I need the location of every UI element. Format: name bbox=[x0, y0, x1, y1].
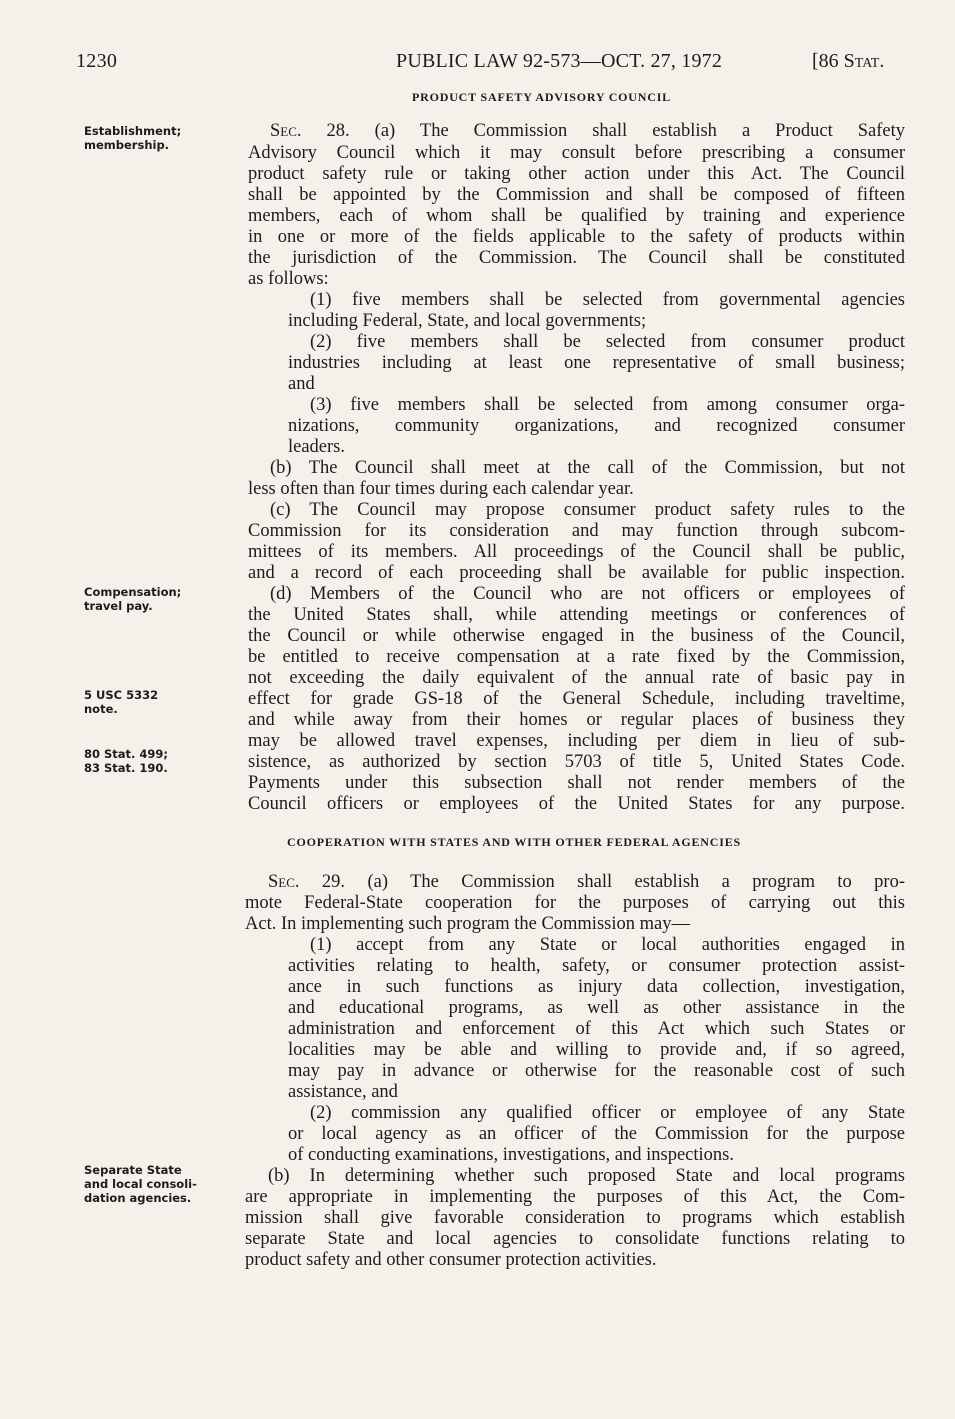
text-line: are appropriate in implementing the purposes of this Act, the Com- bbox=[245, 1187, 905, 1207]
text-line: leaders. bbox=[288, 437, 346, 457]
text-line: members, each of whom shall be qualified by training and experience bbox=[248, 206, 905, 226]
text-line: effect for grade GS-18 of the General Schedule, including traveltime, bbox=[248, 689, 905, 709]
text-line: administration and enforcement of this Act which such States or bbox=[288, 1019, 905, 1039]
text-line: (2) commission any qualified officer or employee of any State bbox=[310, 1103, 905, 1123]
margin-note-line: 80 Stat. 499; bbox=[84, 747, 169, 761]
text-line: (c) The Council may propose consumer product safety rules to the bbox=[270, 500, 905, 520]
text-line: the jurisdiction of the Commission. The Council shall be constituted bbox=[248, 248, 905, 268]
margin-note bbox=[84, 124, 234, 152]
text-line: (b) The Council shall meet at the call of the Commission, but not bbox=[270, 458, 905, 478]
text-line: localities may be able and willing to provide and, if so agreed, bbox=[288, 1040, 905, 1060]
margin-note-line: 5 USC 5332 bbox=[84, 688, 159, 702]
margin-note-line: Establishment; bbox=[84, 124, 182, 138]
margin-note-line: membership. bbox=[84, 138, 170, 152]
text-line: Commission for its consideration and may function through subcom- bbox=[248, 521, 905, 541]
margin-note bbox=[84, 688, 234, 716]
text-line: (b) In determining whether such proposed State and local programs bbox=[268, 1166, 905, 1186]
margin-note-line: 83 Stat. 190. bbox=[84, 761, 168, 775]
text-line: Council officers or employees of the United States for any purpose. bbox=[248, 794, 905, 814]
margin-note bbox=[84, 1163, 234, 1205]
text-line: Payments under this subsection shall not render members of the bbox=[248, 773, 905, 793]
margin-note-line: travel pay. bbox=[84, 599, 153, 613]
section-heading: COOPERATION WITH STATES AND WITH OTHER FEDERAL AGENCIES bbox=[287, 835, 741, 849]
text-line: product safety and other consumer protection activities. bbox=[245, 1250, 657, 1270]
text-line: and while away from their homes or regular places of business they bbox=[248, 710, 905, 730]
page-number: 1230 bbox=[76, 50, 118, 72]
text-line: Sec. 28. (a) The Commission shall establish a Product Safety bbox=[270, 121, 905, 141]
text-line: and a record of each proceeding shall be available for public inspection. bbox=[248, 563, 905, 583]
text-line: ance in such functions as injury data collection, investigation, bbox=[288, 977, 905, 997]
text-line: may pay in advance or otherwise for the reasonable cost of such bbox=[288, 1061, 905, 1081]
text-line: assistance, and bbox=[288, 1082, 398, 1102]
text-line: may be allowed travel expenses, including per diem in lieu of sub- bbox=[248, 731, 905, 751]
text-line: Sec. 29. (a) The Commission shall establish a program to pro- bbox=[268, 872, 905, 892]
text-line: mission shall give favorable consideration to programs which establish bbox=[245, 1208, 905, 1228]
text-line: (1) accept from any State or local authorities engaged in bbox=[310, 935, 905, 955]
margin-note bbox=[84, 747, 234, 775]
margin-note-line: dation agencies. bbox=[84, 1191, 192, 1205]
text-line: less often than four times during each calendar year. bbox=[248, 479, 634, 499]
text-line: be entitled to receive compensation at a rate fixed by the Commission, bbox=[248, 647, 905, 667]
text-line: shall be appointed by the Commission and shall be composed of fifteen bbox=[248, 185, 905, 205]
text-line: (d) Members of the Council who are not officers or employees of bbox=[270, 584, 905, 604]
text-line: nizations, community organizations, and recognized consumer bbox=[288, 416, 905, 436]
page-header bbox=[0, 50, 955, 80]
statute-volume: [86 Stat. bbox=[812, 50, 885, 72]
text-line: and educational programs, as well as other assistance in the bbox=[288, 998, 905, 1018]
text-line: activities relating to health, safety, or consumer protection assist- bbox=[288, 956, 905, 976]
text-line: the United States shall, while attending meetings or conferences of bbox=[248, 605, 905, 625]
text-line: (3) five members shall be selected from among consumer orga- bbox=[310, 395, 905, 415]
margin-note-line: Compensation; bbox=[84, 585, 182, 599]
text-line: the Council or while otherwise engaged in the business of the Council, bbox=[248, 626, 905, 646]
text-line: (2) five members shall be selected from consumer product bbox=[310, 332, 905, 352]
text-line: in one or more of the fields applicable to the safety of products within bbox=[248, 227, 905, 247]
text-line: product safety rule or taking other action under this Act. The Council bbox=[248, 164, 905, 184]
section-heading: PRODUCT SAFETY ADVISORY COUNCIL bbox=[412, 90, 671, 104]
text-line: and bbox=[288, 374, 315, 394]
text-line: not exceeding the daily equivalent of the annual rate of basic pay in bbox=[248, 668, 905, 688]
text-line: including Federal, State, and local governments; bbox=[288, 311, 647, 331]
text-line: (1) five members shall be selected from governmental agencies bbox=[310, 290, 905, 310]
margin-note-line: note. bbox=[84, 702, 118, 716]
text-line: Act. In implementing such program the Commission may— bbox=[245, 914, 690, 934]
text-line: Advisory Council which it may consult before prescribing a consumer bbox=[248, 143, 905, 163]
text-line: industries including at least one representative of small business; bbox=[288, 353, 905, 373]
margin-note-line: Separate State bbox=[84, 1163, 182, 1177]
text-line: mote Federal-State cooperation for the purposes of carrying out this bbox=[245, 893, 905, 913]
text-line: of conducting examinations, investigations, and inspections. bbox=[288, 1145, 734, 1165]
text-line: mittees of its members. All proceedings of the Council shall be public, bbox=[248, 542, 905, 562]
running-title: PUBLIC LAW 92-573—OCT. 27, 1972 bbox=[396, 50, 723, 72]
margin-note bbox=[84, 585, 234, 613]
text-line: separate State and local agencies to consolidate functions relating to bbox=[245, 1229, 905, 1249]
text-line: as follows: bbox=[248, 269, 329, 289]
text-line: sistence, as authorized by section 5703 of title 5, United States Code. bbox=[248, 752, 905, 772]
text-line: or local agency as an officer of the Commission for the purpose bbox=[288, 1124, 905, 1144]
margin-note-line: and local consoli- bbox=[84, 1177, 197, 1191]
